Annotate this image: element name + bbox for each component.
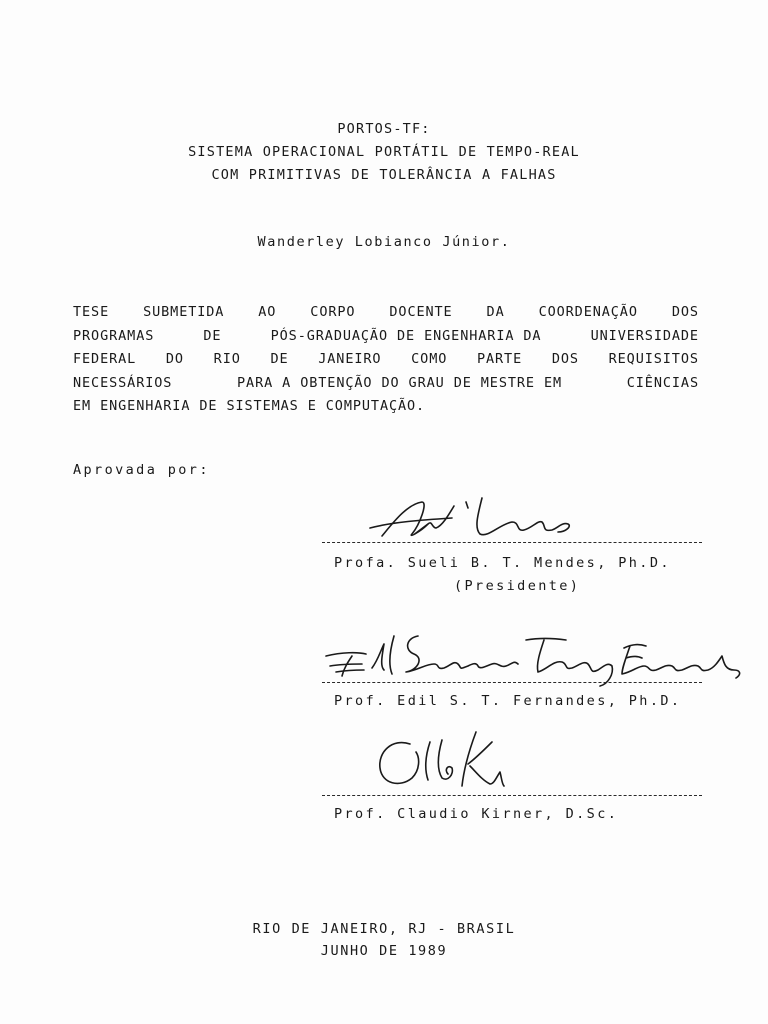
signatory-name: Prof. Edil S. T. Fernandes, Ph.D.: [334, 693, 682, 709]
word: CIÊNCIAS: [626, 374, 699, 391]
thesis-statement: [73, 301, 699, 419]
title-line-2: SISTEMA OPERACIONAL PORTÁTIL DE TEMPO-REAL: [188, 144, 580, 160]
word: REQUISITOS: [608, 351, 699, 367]
word: DO: [165, 351, 184, 367]
statement-line: [73, 372, 699, 396]
signature-block-member: [322, 630, 702, 720]
thesis-title: [0, 118, 768, 187]
signature-line: [322, 795, 702, 796]
title-line-1: PORTOS-TF:: [337, 121, 431, 137]
word: EM ENGENHARIA DE SISTEMAS E COMPUTAÇÃO.: [73, 398, 426, 414]
signatory-role: (Presidente): [454, 578, 581, 594]
author-name: Wanderley Lobianco Júnior.: [257, 234, 511, 250]
word: DA: [486, 304, 505, 320]
handwritten-signature-sueli: [362, 494, 622, 544]
word: CORPO: [310, 304, 356, 320]
footer-place-date: [0, 918, 768, 962]
word: PROGRAMAS: [73, 327, 155, 344]
approved-by-label: Aprovada por:: [73, 462, 210, 478]
word: COMO: [411, 351, 448, 367]
title-line-3: COM PRIMITIVAS DE TOLERÂNCIA A FALHAS: [211, 167, 557, 183]
word: AO: [258, 304, 277, 320]
word: PARA A OBTENÇÃO DO GRAU DE MESTRE EM: [237, 374, 563, 391]
statement-line: [73, 301, 699, 325]
handwritten-signature-claudio: [372, 728, 572, 798]
word: DE: [270, 351, 289, 367]
signature-line: [322, 542, 702, 543]
signatory-name: Profa. Sueli B. T. Mendes, Ph.D.: [334, 555, 671, 571]
word: DE: [203, 327, 222, 344]
signature-block-member: [322, 728, 702, 828]
statement-line: [73, 325, 699, 349]
word: UNIVERSIDADE: [590, 327, 699, 344]
word: FEDERAL: [73, 351, 137, 367]
word: SUBMETIDA: [143, 304, 225, 320]
word: DOS: [551, 351, 579, 367]
signatory-name: Prof. Claudio Kirner, D.Sc.: [334, 806, 619, 822]
signature-line: [322, 682, 702, 683]
statement-line: [73, 395, 699, 419]
place: RIO DE JANEIRO, RJ - BRASIL: [252, 921, 516, 937]
word: PÓS-GRADUAÇÃO DE ENGENHARIA DA: [270, 327, 542, 344]
word: TESE: [73, 304, 110, 320]
word: DOCENTE: [389, 304, 453, 320]
word: PARTE: [476, 351, 523, 367]
signature-block-president: [322, 494, 702, 604]
word: RIO: [213, 351, 241, 367]
statement-line: [73, 348, 699, 372]
word: NECESSÁRIOS: [73, 374, 173, 391]
word: JANEIRO: [318, 351, 382, 367]
word: DOS: [671, 304, 699, 320]
date: JUNHO DE 1989: [320, 943, 448, 959]
handwritten-signature-edil: [322, 630, 742, 690]
word: COORDENAÇÃO: [538, 304, 638, 320]
